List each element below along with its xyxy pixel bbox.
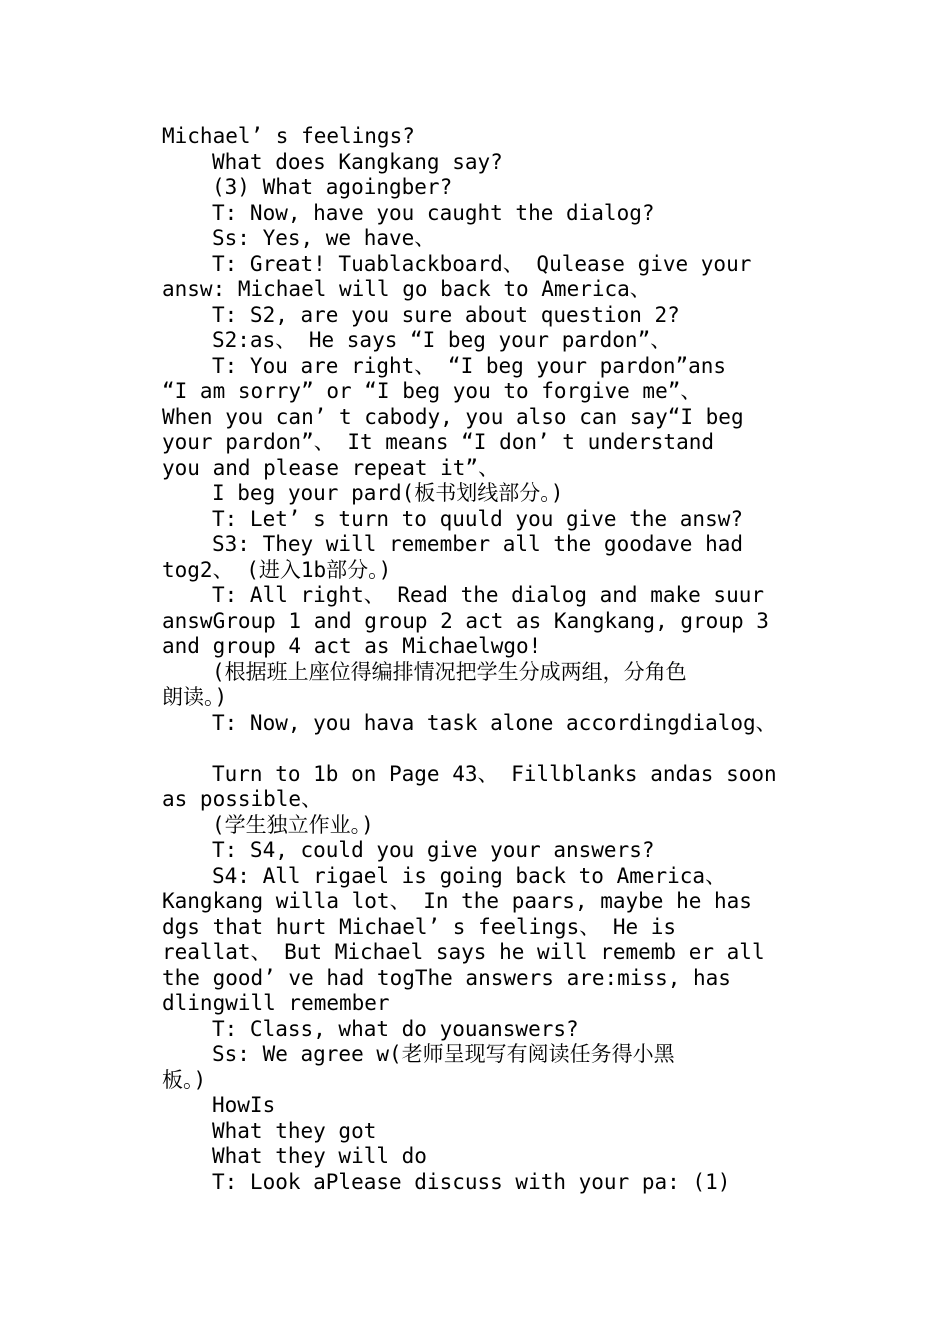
text-line: T: Great! Tuablackboard、 Qulease give your — [212, 251, 752, 276]
text-line — [162, 736, 802, 762]
text-line: HowIs — [212, 1093, 276, 1117]
text-line: T: You are right、 “I beg your pardon”ans — [212, 353, 727, 378]
text-line: T: Let’ s turn to quuld you give the answ? — [212, 506, 744, 531]
text-line: S3: They will remember all the goodave had — [212, 532, 744, 556]
text-line: T: All right、 Read the dialog and make suur — [212, 583, 765, 607]
text-line: 朗读。) — [162, 685, 228, 709]
text-line: as possible、 — [162, 787, 323, 811]
text-line: “I am sorry” or “I beg you to forgive me”、 — [162, 379, 702, 403]
document-body — [162, 124, 802, 1195]
text-line: What they got — [212, 1118, 377, 1143]
text-line: 板。) — [162, 1067, 207, 1092]
text-line: dlingwill remember — [162, 991, 390, 1015]
text-line: Turn to 1b on Page 43、 Fillblanks andas soon — [212, 761, 777, 786]
text-line: the good’ ve had togThe answers are:miss, has — [162, 965, 731, 990]
text-line: (根据班上座位得编排情况把学生分成两组，分角色 — [212, 659, 687, 684]
text-line: tog2、 (进入1b部分。) — [162, 557, 392, 582]
text-line: reallat、 But Michael says he will rememb er all — [162, 940, 765, 964]
text-line: T: Now, have you caught the dialog? — [212, 200, 655, 225]
text-line: dgs that hurt Michael’ s feelings、 He is — [162, 914, 677, 939]
text-line: (3) What agoingber? — [212, 175, 453, 199]
text-line: your pardon”、 It means “I don’ t understand — [162, 430, 715, 454]
text-line: S4: All rigael is going back to America、 — [212, 863, 727, 888]
text-line: When you can’ t cabody, you also can say“I beg — [162, 404, 744, 429]
text-line: answ: Michael will go back to America、 — [162, 277, 651, 301]
text-line: you and please repeat it”、 — [162, 455, 500, 480]
text-line: T: S4, could you give your answers? — [212, 838, 655, 862]
text-line: Kangkang willa lot、 In the paars, maybe he has — [162, 889, 752, 913]
text-line: T: Now, you hava task alone accordingdialog、 — [212, 710, 777, 735]
text-line: What does Kangkang say? — [212, 149, 503, 174]
text-line: and group 4 act as Michaelwgo! — [162, 634, 542, 658]
text-line: T: S2, are you sure about question 2? — [212, 302, 680, 327]
text-line: T: Look aPlease discuss with your pa: (1) — [212, 1169, 731, 1194]
text-line: What they will do — [212, 1144, 427, 1168]
text-line: Ss: We agree w(老师呈现写有阅读任务得小黑 — [212, 1042, 675, 1066]
text-line: answGroup 1 and group 2 act as Kangkang, group 3 — [162, 608, 769, 633]
text-line: I beg your pard(板书划线部分。) — [212, 481, 564, 505]
text-line: (学生独立作业。) — [212, 812, 374, 837]
text-line: Michael’ s feelings? — [162, 124, 415, 148]
text-line: S2:as、 He says “I beg your pardon”、 — [212, 328, 672, 352]
text-line: Ss: Yes, we have、 — [212, 226, 436, 250]
text-line: T: Class, what do youanswers? — [212, 1016, 579, 1041]
